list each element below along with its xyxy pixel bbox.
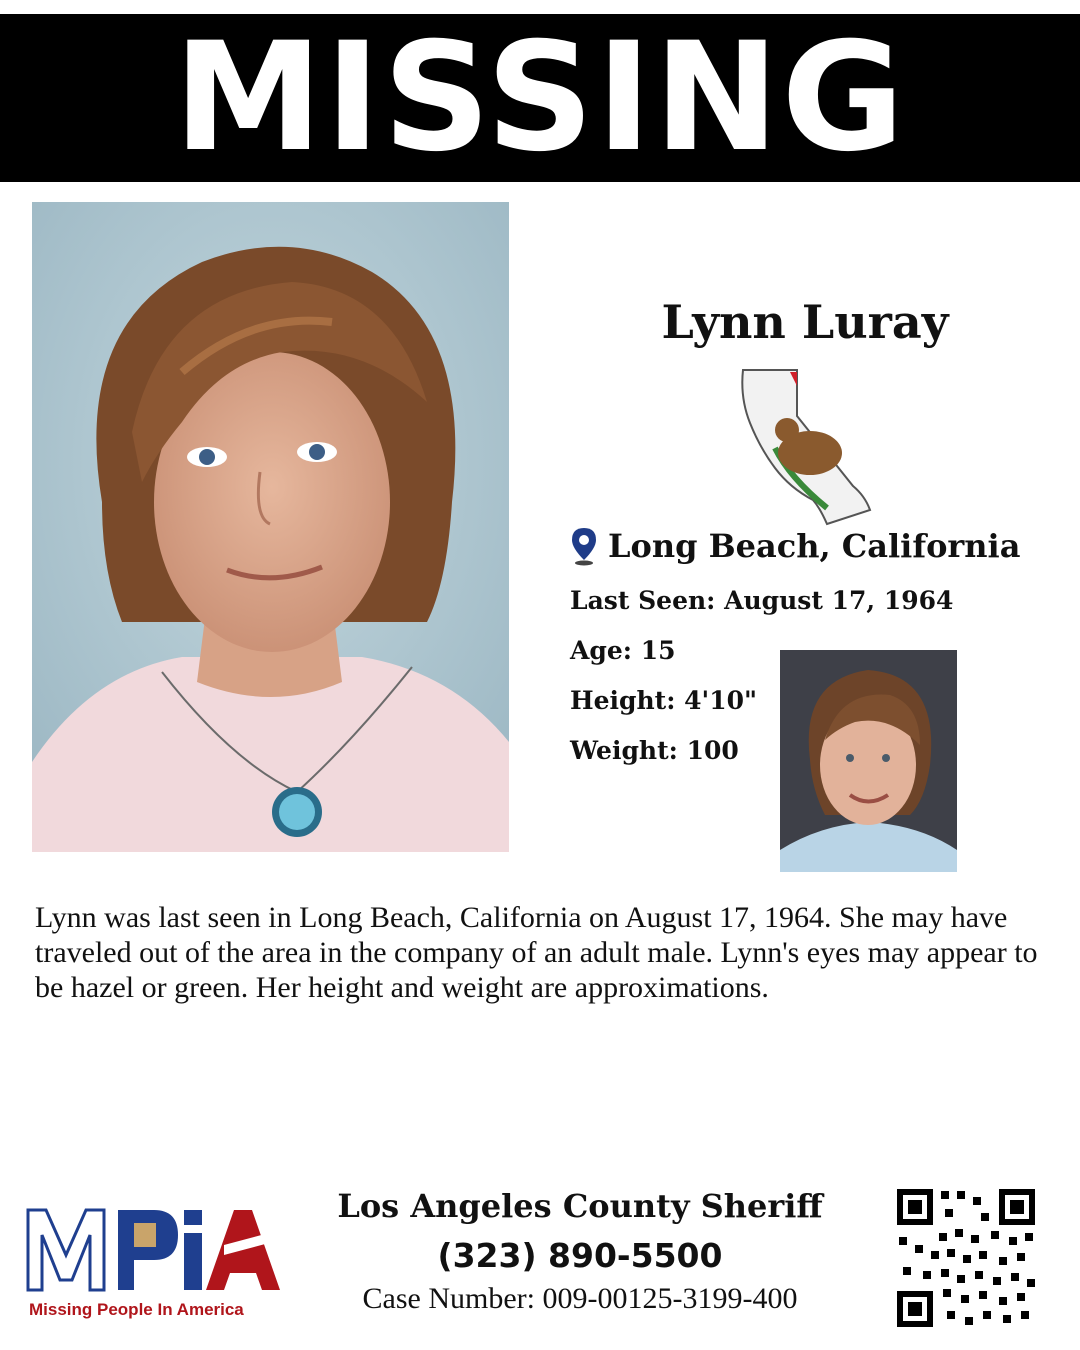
map-pin-icon — [570, 526, 598, 566]
age-progressed-photo — [780, 650, 957, 872]
qr-code-icon[interactable] — [895, 1187, 1037, 1329]
logo-caption: Missing People In America — [29, 1300, 244, 1319]
age: Age: 15 — [570, 636, 676, 665]
last-location — [570, 526, 1020, 566]
last-seen: Last Seen: August 17, 1964 — [570, 586, 954, 615]
main-photo — [32, 202, 509, 852]
phone-number: (323) 890-5500 — [437, 1236, 723, 1275]
agency-name: Los Angeles County Sheriff — [337, 1187, 823, 1225]
california-flag-map-icon — [735, 368, 880, 526]
banner-title: MISSING — [173, 11, 907, 185]
person-name: Lynn Luray — [661, 295, 949, 349]
description: Lynn was last seen in Long Beach, California on August 17, 1964. She may have traveled out of the area in the company of an adult male. Lynn's eyes may appear to be hazel or green. Her height and weight are approximations. — [35, 901, 1038, 1004]
height: Height: 4'10" — [570, 686, 758, 715]
location-text: Long Beach, California — [608, 527, 1021, 565]
weight: Weight: 100 — [570, 736, 739, 765]
missing-banner — [0, 11, 1080, 185]
case-number: Case Number: 009-00125-3199-400 — [362, 1282, 798, 1315]
